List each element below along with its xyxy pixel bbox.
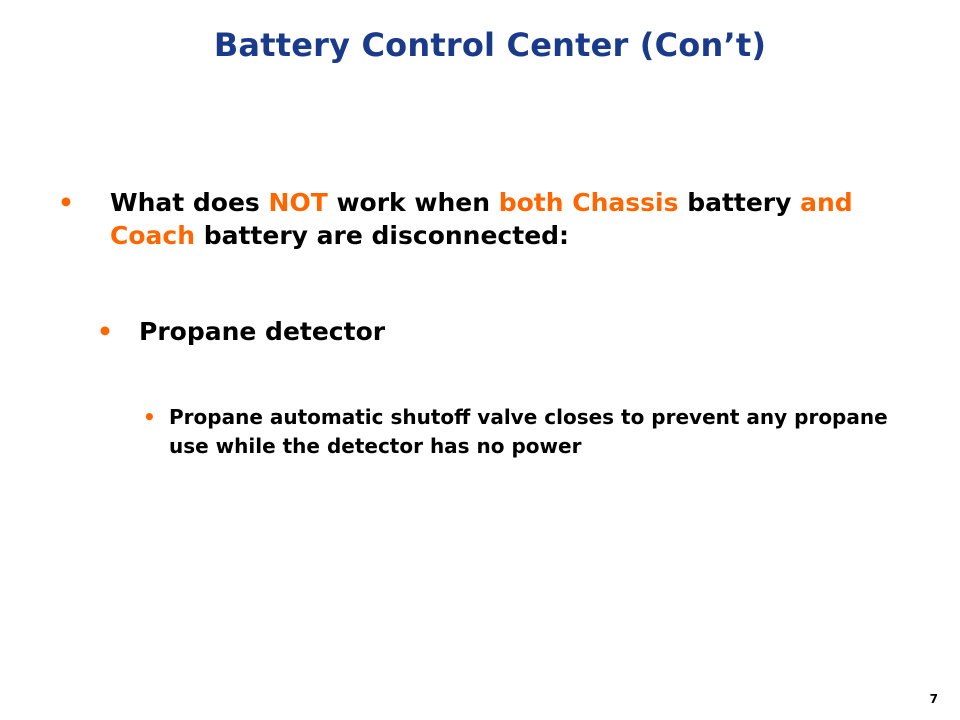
bullet-dot-icon: • <box>97 317 113 346</box>
text-segment: What does <box>110 188 269 217</box>
page-number: 7 <box>929 692 938 706</box>
bullet-dot-icon: • <box>58 188 74 217</box>
bullet-text-propane-detector: Propane detector <box>139 317 386 346</box>
bullet-level-1 <box>58 186 918 252</box>
text-highlight-chassis: both Chassis <box>498 188 679 217</box>
text-highlight-coach: and Coach <box>110 188 853 250</box>
bullet-level-3 <box>143 403 903 461</box>
bullet-level-2 <box>97 315 897 348</box>
text-segment: battery <box>678 188 801 217</box>
bullet-text-disconnected-question <box>110 186 910 252</box>
slide-title: Battery Control Center (Con’t) <box>213 26 767 64</box>
text-segment: battery are disconnected: <box>195 221 570 250</box>
bullet-dot-icon: • <box>143 405 156 429</box>
text-segment: work when <box>327 188 499 217</box>
bullet-text-shutoff-valve: Propane automatic shutoff valve closes to prevent any propane use while the detector has no power <box>169 405 888 458</box>
text-highlight-not: NOT <box>268 188 328 217</box>
